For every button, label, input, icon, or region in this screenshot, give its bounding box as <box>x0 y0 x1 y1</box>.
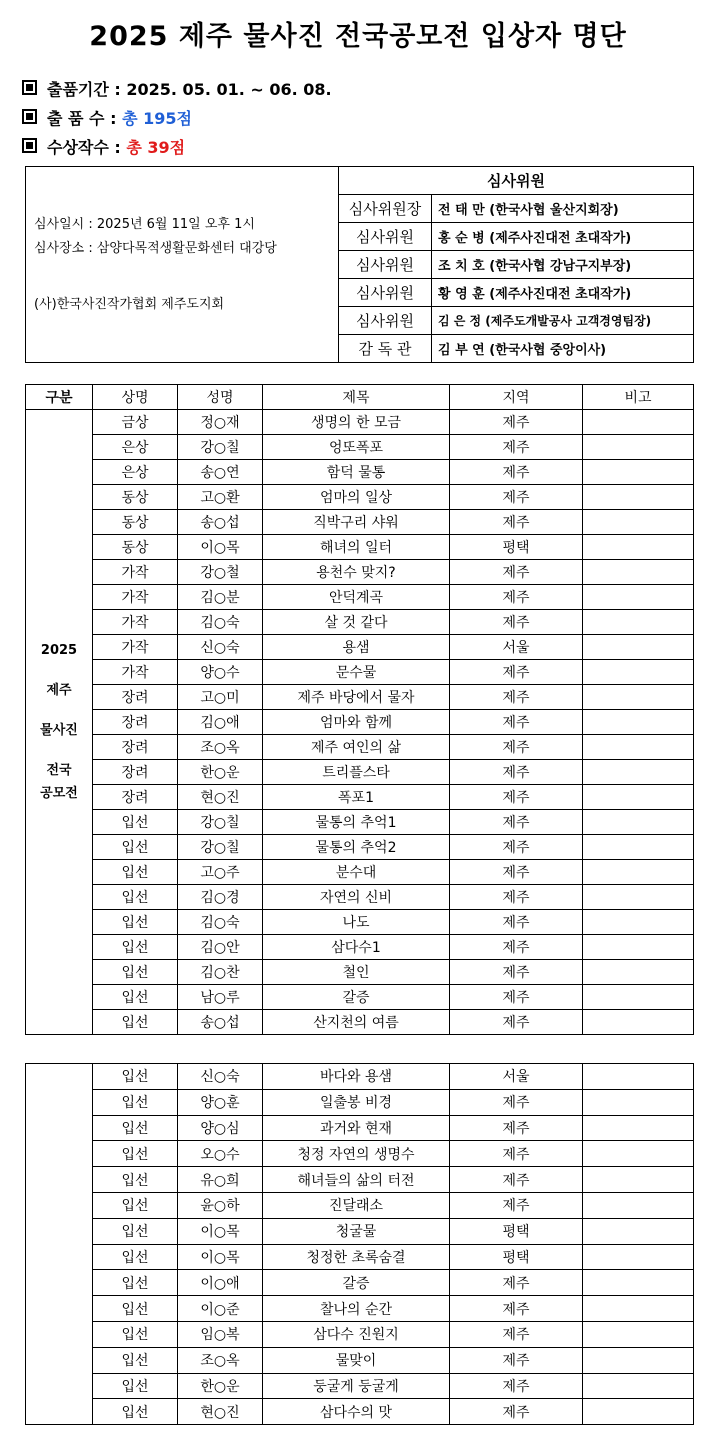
region-cell: 제주 <box>450 1167 583 1193</box>
region-cell: 제주 <box>450 1373 583 1399</box>
col-note-header: 비고 <box>583 385 694 410</box>
title-cell: 엉또폭포 <box>263 435 450 460</box>
table-row <box>26 760 694 785</box>
title-cell: 자연의 신비 <box>263 885 450 910</box>
table-row <box>26 910 694 935</box>
title-cell: 생명의 한 모금 <box>263 410 450 435</box>
award-cell: 입선 <box>93 1167 178 1193</box>
award-cell: 입선 <box>93 1115 178 1141</box>
name-cell: 김○애 <box>178 710 263 735</box>
note-cell <box>583 810 694 835</box>
title-cell: 물통의 추억1 <box>263 810 450 835</box>
title-cell: 안덕계곡 <box>263 585 450 610</box>
table-row <box>26 1399 694 1425</box>
table-row <box>26 1347 694 1373</box>
col-name-header: 성명 <box>178 385 263 410</box>
note-cell <box>583 560 694 585</box>
award-cell: 입선 <box>93 1347 178 1373</box>
title-cell: 문수물 <box>263 660 450 685</box>
region-cell: 제주 <box>450 910 583 935</box>
award-cell: 입선 <box>93 1296 178 1322</box>
title-cell: 제주 바당에서 물자 <box>263 685 450 710</box>
judging-venue: 심사장소 : 삼양다목적생활문화센터 대강당 <box>34 240 277 256</box>
award-cell: 입선 <box>93 1399 178 1425</box>
region-cell: 제주 <box>450 1321 583 1347</box>
note-cell <box>583 910 694 935</box>
table-row <box>26 410 694 435</box>
note-cell <box>583 935 694 960</box>
region-cell: 서울 <box>450 635 583 660</box>
awards-value: 총 39점 <box>126 138 186 157</box>
col-award-header: 상명 <box>93 385 178 410</box>
judging-info-table <box>25 166 694 363</box>
region-cell: 제주 <box>450 710 583 735</box>
note-cell <box>583 1218 694 1244</box>
note-cell <box>583 960 694 985</box>
entries-value: 총 195점 <box>122 109 192 128</box>
table-row <box>26 1115 694 1141</box>
region-cell: 제주 <box>450 1010 583 1035</box>
region-cell: 제주 <box>450 1141 583 1167</box>
award-cell: 가작 <box>93 585 178 610</box>
note-cell <box>583 1089 694 1115</box>
group-label-line: 물사진 <box>40 723 78 738</box>
name-cell: 송○섭 <box>178 510 263 535</box>
note-cell <box>583 1270 694 1296</box>
note-cell <box>583 1141 694 1167</box>
name-cell: 김○안 <box>178 935 263 960</box>
table-row <box>26 985 694 1010</box>
region-cell: 평택 <box>450 1218 583 1244</box>
name-cell: 윤○하 <box>178 1192 263 1218</box>
title-cell: 청정한 초록숨결 <box>263 1244 450 1270</box>
region-cell: 제주 <box>450 585 583 610</box>
table-row <box>26 460 694 485</box>
region-cell: 제주 <box>450 510 583 535</box>
title-cell: 과거와 현재 <box>263 1115 450 1141</box>
region-cell: 제주 <box>450 660 583 685</box>
title-cell: 진달래소 <box>263 1192 450 1218</box>
table-row <box>26 935 694 960</box>
region-cell: 제주 <box>450 1192 583 1218</box>
note-cell <box>583 485 694 510</box>
submission-period <box>22 77 332 100</box>
note-cell <box>583 685 694 710</box>
name-cell: 한○운 <box>178 1373 263 1399</box>
award-cell: 입선 <box>93 985 178 1010</box>
name-cell: 이○준 <box>178 1296 263 1322</box>
name-cell: 강○칠 <box>178 435 263 460</box>
region-cell: 제주 <box>450 860 583 885</box>
award-cell: 입선 <box>93 835 178 860</box>
note-cell <box>583 1167 694 1193</box>
committee-header: 심사위원 <box>339 167 694 195</box>
title-cell: 둥굴게 둥굴게 <box>263 1373 450 1399</box>
judge-name: 전 태 만 (한국사협 울산지회장) <box>432 195 694 223</box>
award-cell: 장려 <box>93 710 178 735</box>
title-cell: 삼다수의 맛 <box>263 1399 450 1425</box>
table-row <box>26 585 694 610</box>
table-row <box>26 860 694 885</box>
award-cell: 은상 <box>93 435 178 460</box>
note-cell <box>583 1373 694 1399</box>
award-cell: 입선 <box>93 1218 178 1244</box>
name-cell: 강○칠 <box>178 810 263 835</box>
note-cell <box>583 410 694 435</box>
entry-count <box>22 106 192 129</box>
supervisor-name: 김 부 연 (한국사협 중앙이사) <box>432 335 694 363</box>
note-cell <box>583 1296 694 1322</box>
note-cell <box>583 1244 694 1270</box>
square-bullet-icon <box>22 80 37 95</box>
title-cell: 엄마의 일상 <box>263 485 450 510</box>
group-label-line: 전국 <box>46 763 72 778</box>
title-cell: 바다와 용샘 <box>263 1064 450 1090</box>
award-cell: 입선 <box>93 1141 178 1167</box>
title-cell: 분수대 <box>263 860 450 885</box>
group-cell <box>26 1064 93 1425</box>
award-cell: 가작 <box>93 560 178 585</box>
award-cell: 입선 <box>93 1192 178 1218</box>
col-title-header: 제목 <box>263 385 450 410</box>
col-group-header: 구분 <box>26 385 93 410</box>
judge-name: 조 치 호 (한국사협 강남구지부장) <box>432 251 694 279</box>
note-cell <box>583 1115 694 1141</box>
judge-role: 심사위원장 <box>339 195 432 223</box>
name-cell: 이○목 <box>178 1218 263 1244</box>
award-cell: 입선 <box>93 860 178 885</box>
name-cell: 강○철 <box>178 560 263 585</box>
title-cell: 삼다수1 <box>263 935 450 960</box>
table-row <box>26 810 694 835</box>
region-cell: 제주 <box>450 810 583 835</box>
region-cell: 제주 <box>450 835 583 860</box>
award-cell: 장려 <box>93 685 178 710</box>
entries-label: 출 품 수 : <box>47 109 123 128</box>
table-row <box>26 1192 694 1218</box>
award-cell: 장려 <box>93 735 178 760</box>
title-cell: 일출봉 비경 <box>263 1089 450 1115</box>
name-cell: 김○찬 <box>178 960 263 985</box>
award-cell: 동상 <box>93 535 178 560</box>
title-cell: 용천수 맞지? <box>263 560 450 585</box>
award-count <box>22 135 185 158</box>
name-cell: 한○운 <box>178 760 263 785</box>
table-row <box>26 1010 694 1035</box>
title-cell: 갈증 <box>263 1270 450 1296</box>
group-label-line: 2025 <box>40 643 78 658</box>
region-cell: 제주 <box>450 935 583 960</box>
award-cell: 동상 <box>93 485 178 510</box>
name-cell: 양○수 <box>178 660 263 685</box>
name-cell: 임○복 <box>178 1321 263 1347</box>
region-cell: 제주 <box>450 1347 583 1373</box>
note-cell <box>583 510 694 535</box>
title-cell: 직박구리 샤워 <box>263 510 450 535</box>
judge-role: 심사위원 <box>339 251 432 279</box>
award-cell: 입선 <box>93 1089 178 1115</box>
table-row <box>26 1218 694 1244</box>
title-cell: 살 것 같다 <box>263 610 450 635</box>
region-cell: 제주 <box>450 785 583 810</box>
table-row <box>26 610 694 635</box>
group-cell <box>26 410 93 1035</box>
title-cell: 갈증 <box>263 985 450 1010</box>
name-cell: 강○칠 <box>178 835 263 860</box>
note-cell <box>583 985 694 1010</box>
name-cell: 김○분 <box>178 585 263 610</box>
award-cell: 입선 <box>93 1321 178 1347</box>
table-row <box>26 1064 694 1090</box>
table-row <box>26 735 694 760</box>
table-row <box>26 960 694 985</box>
award-cell: 입선 <box>93 810 178 835</box>
region-cell: 제주 <box>450 1089 583 1115</box>
square-bullet-icon <box>22 109 37 124</box>
name-cell: 고○미 <box>178 685 263 710</box>
award-cell: 입선 <box>93 1010 178 1035</box>
note-cell <box>583 1399 694 1425</box>
group-label-line: 제주 <box>46 683 72 698</box>
name-cell: 현○진 <box>178 785 263 810</box>
region-cell: 제주 <box>450 960 583 985</box>
table-row <box>26 560 694 585</box>
name-cell: 고○환 <box>178 485 263 510</box>
note-cell <box>583 710 694 735</box>
name-cell: 이○애 <box>178 1270 263 1296</box>
note-cell <box>583 535 694 560</box>
title-cell: 물맞이 <box>263 1347 450 1373</box>
name-cell: 김○경 <box>178 885 263 910</box>
name-cell: 정○재 <box>178 410 263 435</box>
region-cell: 평택 <box>450 1244 583 1270</box>
title-cell: 청정 자연의 생명수 <box>263 1141 450 1167</box>
note-cell <box>583 585 694 610</box>
name-cell: 김○숙 <box>178 610 263 635</box>
name-cell: 신○숙 <box>178 635 263 660</box>
title-cell: 나도 <box>263 910 450 935</box>
table-row <box>26 785 694 810</box>
award-cell: 동상 <box>93 510 178 535</box>
note-cell <box>583 885 694 910</box>
period-label: 출품기간 : <box>47 80 127 99</box>
award-cell: 가작 <box>93 660 178 685</box>
table-row <box>26 1321 694 1347</box>
table-row <box>26 635 694 660</box>
table-row <box>26 710 694 735</box>
awards-label: 수상작수 : <box>47 138 127 157</box>
note-cell <box>583 435 694 460</box>
award-cell: 가작 <box>93 635 178 660</box>
note-cell <box>583 835 694 860</box>
award-cell: 입선 <box>93 1373 178 1399</box>
name-cell: 송○연 <box>178 460 263 485</box>
award-cell: 입선 <box>93 1270 178 1296</box>
title-cell: 폭포1 <box>263 785 450 810</box>
title-cell: 함덕 물통 <box>263 460 450 485</box>
region-cell: 제주 <box>450 435 583 460</box>
award-cell: 입선 <box>93 960 178 985</box>
region-cell: 제주 <box>450 685 583 710</box>
name-cell: 유○희 <box>178 1167 263 1193</box>
name-cell: 신○숙 <box>178 1064 263 1090</box>
table-row <box>26 485 694 510</box>
col-region-header: 지역 <box>450 385 583 410</box>
table-row <box>26 1141 694 1167</box>
award-cell: 입선 <box>93 885 178 910</box>
name-cell: 양○훈 <box>178 1089 263 1115</box>
period-value: 2025. 05. 01. ~ 06. 08. <box>126 80 332 99</box>
title-cell: 청굴물 <box>263 1218 450 1244</box>
judge-role: 심사위원 <box>339 307 432 335</box>
table-row <box>26 660 694 685</box>
name-cell: 오○수 <box>178 1141 263 1167</box>
note-cell <box>583 760 694 785</box>
table-row <box>26 1296 694 1322</box>
title-cell: 물통의 추억2 <box>263 835 450 860</box>
page-title: 2025 제주 물사진 전국공모전 입상자 명단 <box>89 21 627 52</box>
table-row <box>26 510 694 535</box>
title-cell: 해녀의 일터 <box>263 535 450 560</box>
table-row <box>26 685 694 710</box>
region-cell: 제주 <box>450 485 583 510</box>
name-cell: 현○진 <box>178 1399 263 1425</box>
name-cell: 조○옥 <box>178 735 263 760</box>
note-cell <box>583 860 694 885</box>
judge-name: 황 영 훈 (제주사진대전 초대작가) <box>432 279 694 307</box>
region-cell: 서울 <box>450 1064 583 1090</box>
name-cell: 이○목 <box>178 535 263 560</box>
title-cell: 찰나의 순간 <box>263 1296 450 1322</box>
note-cell <box>583 785 694 810</box>
region-cell: 제주 <box>450 1115 583 1141</box>
judging-details <box>26 167 339 363</box>
judging-date: 심사일시 : 2025년 6월 11일 오후 1시 <box>34 216 255 232</box>
name-cell: 김○숙 <box>178 910 263 935</box>
note-cell <box>583 1064 694 1090</box>
title-cell: 철인 <box>263 960 450 985</box>
table-row <box>26 1373 694 1399</box>
table-header-row <box>26 385 694 410</box>
table-row <box>26 1270 694 1296</box>
title-cell: 용샘 <box>263 635 450 660</box>
region-cell: 제주 <box>450 985 583 1010</box>
region-cell: 제주 <box>450 760 583 785</box>
award-cell: 입선 <box>93 935 178 960</box>
judge-name: 김 은 정 (제주도개발공사 고객경영팀장) <box>432 307 694 335</box>
award-cell: 입선 <box>93 910 178 935</box>
name-cell: 고○주 <box>178 860 263 885</box>
judge-role: 심사위원 <box>339 223 432 251</box>
name-cell: 이○목 <box>178 1244 263 1270</box>
title-cell: 제주 여인의 삶 <box>263 735 450 760</box>
name-cell: 양○심 <box>178 1115 263 1141</box>
table-row <box>26 535 694 560</box>
table-row <box>26 1244 694 1270</box>
table-row <box>26 435 694 460</box>
title-cell: 해녀들의 삶의 터전 <box>263 1167 450 1193</box>
square-bullet-icon <box>22 138 37 153</box>
region-cell: 제주 <box>450 1296 583 1322</box>
title-cell: 삼다수 진원지 <box>263 1321 450 1347</box>
group-label-line: 공모전 <box>40 786 78 801</box>
title-cell: 엄마와 함께 <box>263 710 450 735</box>
region-cell: 제주 <box>450 885 583 910</box>
title-cell: 산지천의 여름 <box>263 1010 450 1035</box>
judge-name: 홍 순 병 (제주사진대전 초대작가) <box>432 223 694 251</box>
name-cell: 송○섭 <box>178 1010 263 1035</box>
table-row <box>26 835 694 860</box>
note-cell <box>583 735 694 760</box>
note-cell <box>583 1192 694 1218</box>
region-cell: 제주 <box>450 610 583 635</box>
region-cell: 제주 <box>450 560 583 585</box>
award-cell: 금상 <box>93 410 178 435</box>
note-cell <box>583 635 694 660</box>
note-cell <box>583 1321 694 1347</box>
region-cell: 제주 <box>450 460 583 485</box>
name-cell: 남○루 <box>178 985 263 1010</box>
table-row <box>26 885 694 910</box>
award-cell: 장려 <box>93 785 178 810</box>
award-cell: 장려 <box>93 760 178 785</box>
note-cell <box>583 660 694 685</box>
organizer: (사)한국사진작가협회 제주도지회 <box>34 296 225 312</box>
winners-table <box>25 384 694 1035</box>
region-cell: 제주 <box>450 410 583 435</box>
award-cell: 가작 <box>93 610 178 635</box>
judge-role: 심사위원 <box>339 279 432 307</box>
note-cell <box>583 1347 694 1373</box>
note-cell <box>583 460 694 485</box>
table-row <box>26 1089 694 1115</box>
title-cell: 트리플스타 <box>263 760 450 785</box>
name-cell: 조○옥 <box>178 1347 263 1373</box>
region-cell: 제주 <box>450 1270 583 1296</box>
winners-table-continued <box>25 1063 694 1425</box>
award-cell: 입선 <box>93 1244 178 1270</box>
region-cell: 평택 <box>450 535 583 560</box>
award-cell: 은상 <box>93 460 178 485</box>
note-cell <box>583 1010 694 1035</box>
supervisor-role: 감 독 관 <box>339 335 432 363</box>
award-cell: 입선 <box>93 1064 178 1090</box>
region-cell: 제주 <box>450 735 583 760</box>
note-cell <box>583 610 694 635</box>
table-row <box>26 1167 694 1193</box>
region-cell: 제주 <box>450 1399 583 1425</box>
